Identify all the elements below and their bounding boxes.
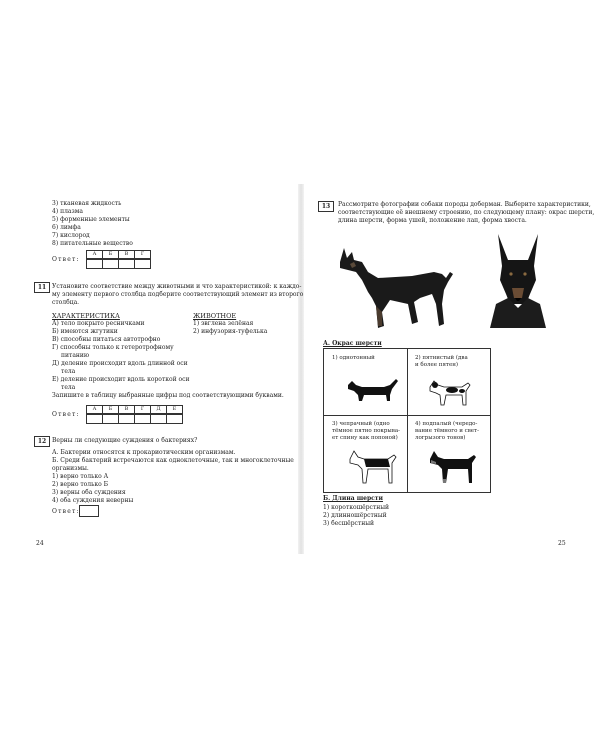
list-item: 1) короткошёрстный	[323, 504, 389, 511]
grid-header: Б	[102, 250, 118, 259]
q11-col2-title: ЖИВОТНОЕ	[193, 312, 237, 320]
grid-header: Е	[166, 405, 183, 414]
cell-text: 3) чепрачный (одно	[332, 421, 390, 427]
cell-text: ет спину как попоной)	[332, 435, 398, 441]
q12-text	[52, 449, 294, 473]
grid-answer-cell[interactable]	[102, 414, 118, 424]
list-item: 6) лимфа	[52, 224, 81, 231]
list-item: тела	[61, 368, 76, 375]
grid-answer-cell[interactable]	[118, 414, 134, 424]
table-cell-3	[332, 421, 400, 442]
answer-grid-1	[86, 250, 151, 269]
q11-col1-list	[52, 320, 189, 392]
grid-answer-cell[interactable]	[134, 414, 150, 424]
grid-answer-cell[interactable]	[86, 414, 102, 424]
grid-answer-cell[interactable]	[150, 414, 166, 424]
q12-text-line: Б. Среди бактерий встречаются как одноклеточные, так и многоклеточные	[52, 457, 294, 464]
spotted-dog-icon	[424, 375, 474, 409]
cell-text: вание тёмного и свет-	[415, 428, 479, 434]
cell-text: логрызого тонов)	[415, 435, 466, 441]
book-gutter	[298, 184, 304, 554]
q13-text-line: Рассмотрите фотографии собаки породы доберман. Выберите характеристики,	[338, 201, 591, 208]
list-item: тела	[61, 384, 76, 391]
list-item: питанию	[61, 352, 90, 359]
doberman-side-photo	[332, 232, 460, 332]
question-number-13: 13	[318, 201, 334, 212]
section-b-list	[323, 504, 389, 528]
grid-answer-cell[interactable]	[102, 259, 118, 269]
list-item: 8) питательные вещество	[52, 240, 133, 247]
option-item: 1) верно только А	[52, 473, 109, 480]
table-cell-2	[415, 355, 468, 369]
grid-header: Д	[150, 405, 166, 414]
q11-col2-list	[193, 320, 267, 336]
cell-text: 4) подпалый (чередо-	[415, 421, 478, 427]
tan-point-dog-icon	[426, 445, 482, 487]
table-cell-4	[415, 421, 479, 442]
list-item: 3) бесшёрстный	[323, 520, 375, 527]
page-number-left: 24	[36, 540, 44, 547]
coat-color-table	[323, 348, 491, 493]
list-items	[52, 200, 133, 248]
list-item: Д) деление происходит вдоль длинной оси	[52, 360, 188, 367]
question-number-11: 11	[34, 282, 50, 293]
doberman-head-photo	[486, 232, 550, 328]
list-item: 1) эвглена зелёная	[193, 320, 254, 327]
q12-text-line: организмы.	[52, 465, 89, 472]
q11-text-line: му элементу первого столбца подберите соответствующий элемент из второго	[52, 291, 304, 298]
table-divider	[407, 349, 408, 492]
grid-header: В	[118, 405, 134, 414]
q13-text	[338, 201, 594, 225]
grid-answer-cell[interactable]	[118, 259, 134, 269]
q12-question: Верны ли следующие суждения о бактериях?	[52, 437, 198, 444]
list-item: 3) тканевая жидкость	[52, 200, 122, 207]
cell-text: тёмное пятно покрыва-	[332, 428, 401, 434]
grid-answer-cell[interactable]	[166, 414, 183, 424]
section-b-title: Б. Длина шерсти	[323, 495, 383, 502]
q12-text-line: А. Бактерии относятся к прокариотическим организмам.	[52, 449, 236, 456]
answer-label-2: Ответ:	[52, 411, 80, 418]
list-item: Е) деление происходит вдоль короткой оси	[52, 376, 190, 383]
list-item: 4) плазма	[52, 208, 83, 215]
option-item: 3) верны оба суждения	[52, 489, 126, 496]
grid-answer-cell[interactable]	[86, 259, 102, 269]
list-item: В) способны питаться автотрофно	[52, 336, 161, 343]
dachshund-black-icon	[344, 375, 400, 405]
answer-box[interactable]	[79, 505, 99, 517]
cell-text: 1) однотонный	[332, 355, 375, 361]
q13-text-line: соответствующие её внешнему строению, по следующему плану: окрас шерсти,	[338, 209, 595, 216]
q11-text-line: Установите соответствие между животными и что характеристикой: к каждо-	[52, 283, 302, 290]
option-item: 4) оба суждения неверны	[52, 497, 134, 504]
list-item: 2) инфузория-туфелька	[193, 328, 268, 335]
page-number-right: 25	[558, 540, 566, 547]
q11-col1-title: ХАРАКТЕРИСТИКА	[52, 312, 120, 320]
saddle-dog-icon	[346, 445, 402, 487]
grid-header: А	[86, 405, 102, 414]
q11-text-line: столбца.	[52, 299, 80, 306]
grid-header: А	[86, 250, 102, 259]
answer-label-1: Ответ:	[52, 256, 80, 263]
grid-header: Г	[134, 405, 150, 414]
cell-text: и более пятен)	[415, 362, 459, 368]
list-item: 7) кислород	[52, 232, 90, 239]
grid-header: Г	[134, 250, 151, 259]
q11-text	[52, 283, 303, 307]
option-item: 2) верно только Б	[52, 481, 109, 488]
answer-grid-2	[86, 405, 183, 424]
list-item: Г) способны только к гетеротрофному	[52, 344, 174, 351]
list-item: А) тело покрыто ресничками	[52, 320, 145, 327]
table-cell-1	[332, 355, 375, 362]
list-item: 2) длинношёрстный	[323, 512, 387, 519]
list-item: Б) имеются жгутики	[52, 328, 118, 335]
section-a-title: А. Окрас шерсти	[323, 340, 382, 347]
answer-label-3: Ответ:	[52, 508, 80, 515]
question-number-12: 12	[34, 436, 50, 447]
q12-options	[52, 473, 133, 505]
grid-header: В	[118, 250, 134, 259]
grid-answer-cell[interactable]	[134, 259, 151, 269]
list-item: 5) форменные элементы	[52, 216, 130, 223]
grid-header: Б	[102, 405, 118, 414]
q13-text-line: длина шерсти, форма ушей, положение лап, форма хвоста.	[338, 217, 527, 224]
q11-instruction: Запишите в таблицу выбранные цифры под соответствующими буквами.	[52, 392, 284, 399]
cell-text: 2) пятнистый (два	[415, 355, 468, 361]
table-divider	[324, 415, 490, 416]
